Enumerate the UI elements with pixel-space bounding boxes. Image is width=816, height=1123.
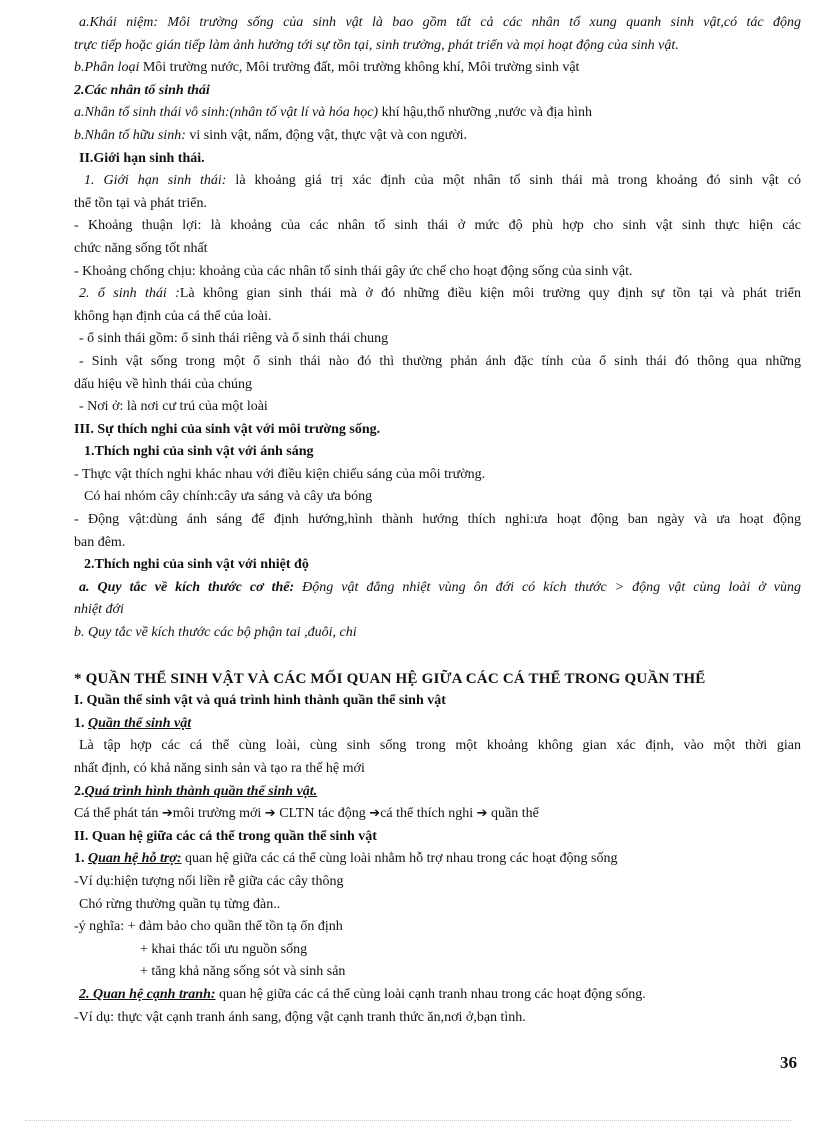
text-line: + tăng khả năng sống sót và sinh sản (140, 964, 346, 980)
text-line: a. Quy tắc về kích thước cơ thể: Động vật đẳng nhiệt vùng ôn đới có kích thước > động vật cùng loài ở vùng (79, 579, 801, 595)
page-number: 36 (780, 1053, 797, 1072)
text-line: 1. Quan hệ hỗ trợ: quan hệ giữa các cá thể cùng loài nhằm hỗ trợ nhau trong các hoạt động sống (74, 851, 618, 867)
term-label: 2. ổ sinh thái : (79, 286, 180, 302)
subheading: 1. Quần thể sinh vật (74, 715, 192, 731)
text-line: b.Nhân tố hữu sinh: vi sinh vật, nấm, động vật, thực vật và con người. (74, 127, 468, 143)
text-line: a.Nhân tố sinh thái vô sinh:(nhân tố vật lí và hóa học) khí hậu,thổ nhưỡng ,nước và địa hình (74, 105, 592, 121)
text-line: - Thực vật thích nghi khác nhau với điều kiện chiếu sáng của môi trường. (74, 466, 486, 482)
term-label: b.Phân loại (74, 60, 140, 76)
arrow-right-icon: ➔ (369, 806, 381, 822)
section-heading: I. Quần thể sinh vật và quá trình hình thành quần thể sinh vật (74, 693, 446, 709)
arrow-right-icon: ➔ (264, 806, 276, 822)
text-line: a.Khái niệm: Môi trường sống của sinh vật là bao gồm tất cả các nhân tố xung quanh sinh vật,có tác động (79, 15, 801, 30)
text-line: 2. Quan hệ cạnh tranh: quan hệ giữa các cá thể cùng loài cạnh tranh nhau trong các hoạt động sống. (79, 986, 646, 1002)
text-line: Có hai nhóm cây chính:cây ưa sáng và cây ưa bóng (84, 489, 373, 505)
term-label: 2. Quan hệ cạnh tranh: (79, 986, 216, 1002)
text-line: b.Phân loại Môi trường nước, Môi trường đất, môi trường không khí, Môi trường sinh vật (74, 60, 580, 76)
text-line: b. Quy tắc về kích thước các bộ phận tai ,đuôi, chi (74, 625, 357, 641)
chapter-title: * QUẦN THỂ SINH VẬT VÀ CÁC MỐI QUAN HỆ GIỮA CÁC CÁ THỂ TRONG QUẦN THỂ (74, 670, 706, 687)
text-line: ban đêm. (74, 534, 126, 550)
text-line: - Khoảng thuận lợi: là khoảng của các nhân tố sinh thái ở mức độ phù hợp cho sinh vật sinh thực hiện các (74, 218, 801, 234)
text-line: -Ví dụ: thực vật cạnh tranh ánh sang, động vật cạnh tranh thức ăn,nơi ở,bạn tình. (74, 1009, 526, 1025)
section-heading: III. Sự thích nghi của sinh vật với môi trường sống. (74, 421, 381, 437)
subheading: 2.Các nhân tố sinh thái (74, 82, 210, 98)
text-line: dấu hiệu về hình thái của chúng (74, 376, 253, 392)
text-line: thể tồn tại và phát triển. (74, 195, 207, 211)
text-line: - Nơi ở: là nơi cư trú của một loài (79, 399, 268, 415)
term-label: a.Khái niệm: (79, 15, 159, 30)
arrow-right-icon: ➔ (161, 806, 173, 822)
text-line: 1. Giới hạn sinh thái: là khoảng giá trị xác định của một nhân tố sinh thái mà trong khoảng đó sinh vật có (84, 173, 801, 189)
subheading: 2.Thích nghi của sinh vật với nhiệt độ (84, 557, 309, 573)
text-line: - Động vật:dùng ánh sáng để định hướng,hình thành hướng thích nghi:ưa hoạt động ban ngày và ưa hoạt động (74, 512, 801, 528)
text-line: trực tiếp hoặc gián tiếp làm ảnh hưởng tới sự tồn tại, sinh trưởng, phát triển và mọi hoạt động của sinh vật. (74, 37, 679, 53)
term-label: a. Quy tắc về kích thước cơ thể: (79, 579, 295, 595)
text-line: - Sinh vật sống trong một ổ sinh thái nào đó thì thường phản ánh đặc tính của ổ sinh thái đó thông qua những (79, 353, 801, 369)
section-heading: II. Quan hệ giữa các cá thể trong quần thể sinh vật (74, 828, 377, 844)
text-line: + khai thác tối ưu nguồn sống (140, 941, 308, 957)
text-line: không hạn định của cá thể của loài. (74, 308, 272, 324)
process-flow: Cá thể phát tán ➔môi trường mới ➔ CLTN tác động ➔cá thể thích nghi ➔ quần thể (74, 806, 539, 822)
text-line: Chó rừng thường quần tụ từng đàn.. (79, 896, 281, 912)
text-line: 2. ổ sinh thái :Là không gian sinh thái mà ở đó những điều kiện môi trường quy định sự tồn tại và phát triển (79, 286, 801, 302)
text-line: chức năng sống tốt nhất (74, 240, 208, 256)
subheading: 1.Thích nghi của sinh vật với ánh sáng (84, 444, 314, 460)
term-label: a.Nhân tố sinh thái vô sinh:(nhân tố vật lí và hóa học) (74, 105, 379, 121)
term-label: Quan hệ hỗ trợ: (88, 851, 182, 867)
text-line: nhiệt đới (74, 602, 124, 618)
arrow-right-icon: ➔ (476, 806, 488, 822)
spacer (74, 645, 801, 668)
term-label: 1. Giới hạn sinh thái: (84, 173, 227, 189)
text-line: nhất định, có khả năng sinh sản và tạo ra thế hệ mới (74, 761, 365, 776)
text-line: -ý nghĩa: + đảm bảo cho quần thể tồn tạ ổn định (74, 919, 343, 935)
text-line: -Ví dụ:hiện tượng nối liền rễ giữa các cây thông (74, 873, 344, 889)
text-line: - ổ sinh thái gồm: ổ sinh thái riêng và ổ sinh thái chung (79, 331, 389, 347)
page-content (74, 12, 801, 1029)
section-heading: II.Giới hạn sinh thái. (79, 150, 205, 166)
subheading: 2.Quá trình hình thành quần thể sinh vật. (74, 783, 318, 799)
text-line: Là tập hợp các cá thể cùng loài, cùng sinh sống trong một khoảng không gian xác định, vào một thời gian (79, 738, 801, 754)
term-label: b.Nhân tố hữu sinh: (74, 127, 186, 143)
text-line: - Khoảng chống chịu: khoảng của các nhân tố sinh thái gây ức chế cho hoạt động sống của sinh vật. (74, 263, 633, 279)
footer-divider (25, 1120, 791, 1121)
